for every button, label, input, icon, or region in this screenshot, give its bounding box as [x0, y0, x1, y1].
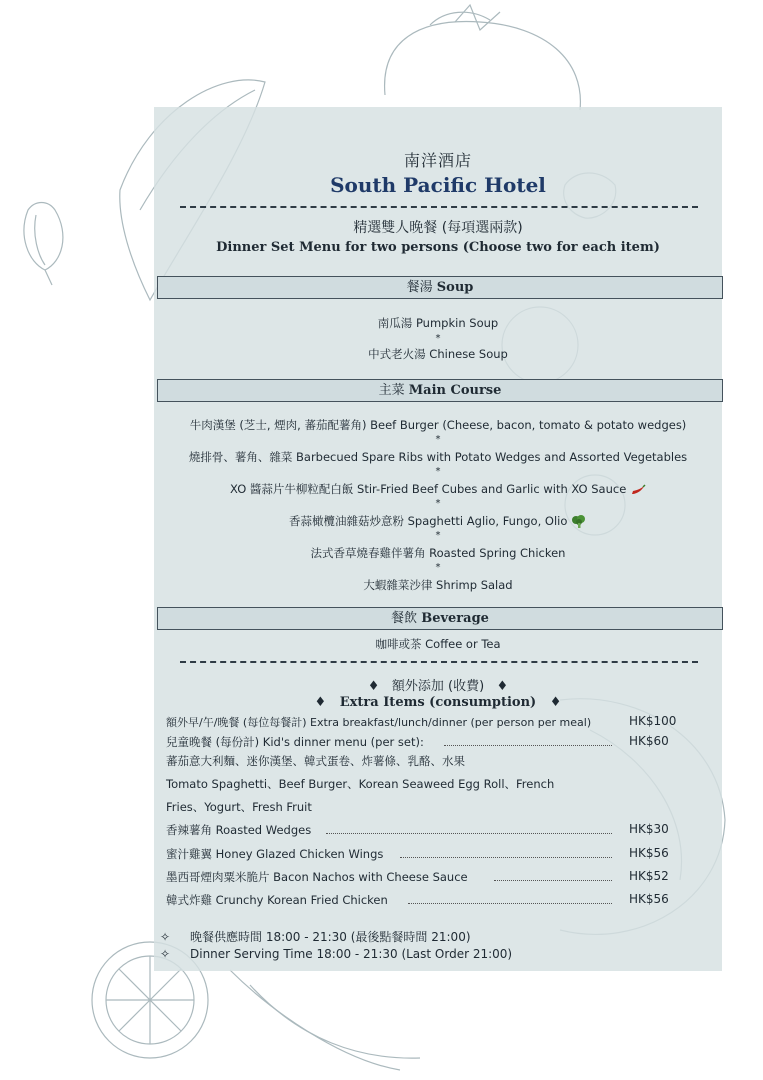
main-course-item: [154, 513, 722, 529]
extra-item-label: 墨西哥煙肉粟米脆片 Bacon Nachos with Cheese Sauce: [166, 870, 468, 884]
beverage-header-zh: 餐飲: [391, 611, 418, 626]
chili-pepper-icon: [630, 484, 646, 496]
main-course-header: [157, 379, 723, 402]
divider: [180, 661, 698, 663]
menu-title-en: Dinner Set Menu for two persons (Choose two for each item): [216, 240, 660, 255]
main-course-item-label: 香蒜橄欖油雜菇炒意粉 Spaghetti Aglio, Fungo, Olio: [288, 514, 568, 528]
extra-item-price: HK$60: [629, 734, 669, 748]
broccoli-icon: [571, 515, 587, 529]
beverage-header-en: Beverage: [421, 611, 489, 626]
divider: [180, 206, 698, 208]
extra-item-price: HK$56: [629, 892, 669, 906]
extra-item-price: HK$56: [629, 846, 669, 860]
hotel-name-en: South Pacific Hotel: [330, 173, 546, 197]
main-course-item: 大蝦雜菜沙律 Shrimp Salad: [363, 578, 513, 592]
separator-star: *: [435, 530, 441, 541]
dot-leader: [408, 903, 612, 904]
soup-header: [157, 276, 723, 299]
diamond-icon: ♦: [496, 679, 509, 694]
extra-header-en: ♦ Extra Items (consumption) ♦: [314, 695, 562, 710]
menu-title-zh: 精選雙人晚餐 (每項選兩款): [353, 220, 523, 236]
beverage-header: [157, 607, 723, 630]
sparkle-icon: ✧: [160, 930, 171, 944]
soup-item: 南瓜湯 Pumpkin Soup: [377, 316, 499, 330]
kids-menu-contents-en: Tomato Spaghetti、Beef Burger、Korean Seaweed Egg Roll、French: [166, 777, 555, 791]
serving-time-zh: ✧ 晚餐供應時間 18:00 - 21:30 (最後點餐時間 21:00): [160, 930, 471, 944]
beverage-item: 咖啡或茶 Coffee or Tea: [375, 637, 501, 651]
main-course-item: 燒排骨、薯角、雜菜 Barbecued Spare Ribs with Potato Wedges and Assorted Vegetables: [188, 450, 688, 464]
dot-leader: [494, 880, 612, 881]
extra-item-price: HK$30: [629, 822, 669, 836]
dot-leader: [326, 833, 612, 834]
extra-item-label: 香辣薯角 Roasted Wedges: [166, 823, 312, 837]
extra-header-zh: ♦ 額外添加 (收費) ♦: [367, 679, 509, 694]
kids-menu-contents-en: Fries、Yogurt、Fresh Fruit: [166, 800, 312, 814]
extra-item-price: HK$100: [629, 714, 677, 728]
extra-item-label: 蜜汁雞翼 Honey Glazed Chicken Wings: [166, 847, 384, 861]
extra-item-label: 韓式炸雞 Crunchy Korean Fried Chicken: [166, 893, 388, 907]
main-course-item: [154, 481, 722, 497]
main-course-item: 牛肉漢堡 (芝士, 煙肉, 蕃茄配薯角) Beef Burger (Cheese, bacon, tomato & potato wedges): [189, 418, 687, 432]
soup-item: 中式老火湯 Chinese Soup: [368, 347, 508, 361]
diamond-icon: ♦: [367, 679, 380, 694]
separator-star: *: [435, 434, 441, 445]
main-course-item-label: XO 醬蒜片牛柳粒配白飯 Stir-Fried Beef Cubes and Garlic with XO Sauce: [230, 482, 627, 496]
soup-header-zh: 餐湯: [406, 280, 433, 295]
separator-star: *: [435, 562, 441, 573]
separator-star: *: [435, 498, 441, 509]
separator-star: *: [435, 466, 441, 477]
diamond-icon: ♦: [314, 695, 327, 710]
soup-header-en: Soup: [436, 280, 474, 295]
dot-leader: [400, 857, 612, 858]
extra-item-label: 額外早/午/晚餐 (每位每餐計) Extra breakfast/lunch/dinner (per person per meal): [166, 716, 592, 729]
extra-item-price: HK$52: [629, 869, 669, 883]
main-course-header-en: Main Course: [408, 383, 502, 398]
sparkle-icon: ✧: [160, 947, 171, 961]
diamond-icon: ♦: [549, 695, 562, 710]
hotel-name-zh: 南洋酒店: [403, 151, 472, 170]
separator-star: *: [435, 333, 441, 344]
main-course-header-zh: 主菜: [378, 383, 405, 398]
main-course-item: 法式香草燒春雞伴薯角 Roasted Spring Chicken: [310, 546, 566, 560]
serving-time-en: ✧ Dinner Serving Time 18:00 - 21:30 (Last Order 21:00): [160, 947, 513, 961]
extra-item-label: 兒童晚餐 (每份計) Kid's dinner menu (per set):: [166, 735, 424, 749]
dot-leader: [444, 745, 612, 746]
kids-menu-contents-zh: 蕃茄意大利麵、迷你漢堡、韓式蛋卷、炸薯條、乳酪、水果: [166, 754, 465, 768]
